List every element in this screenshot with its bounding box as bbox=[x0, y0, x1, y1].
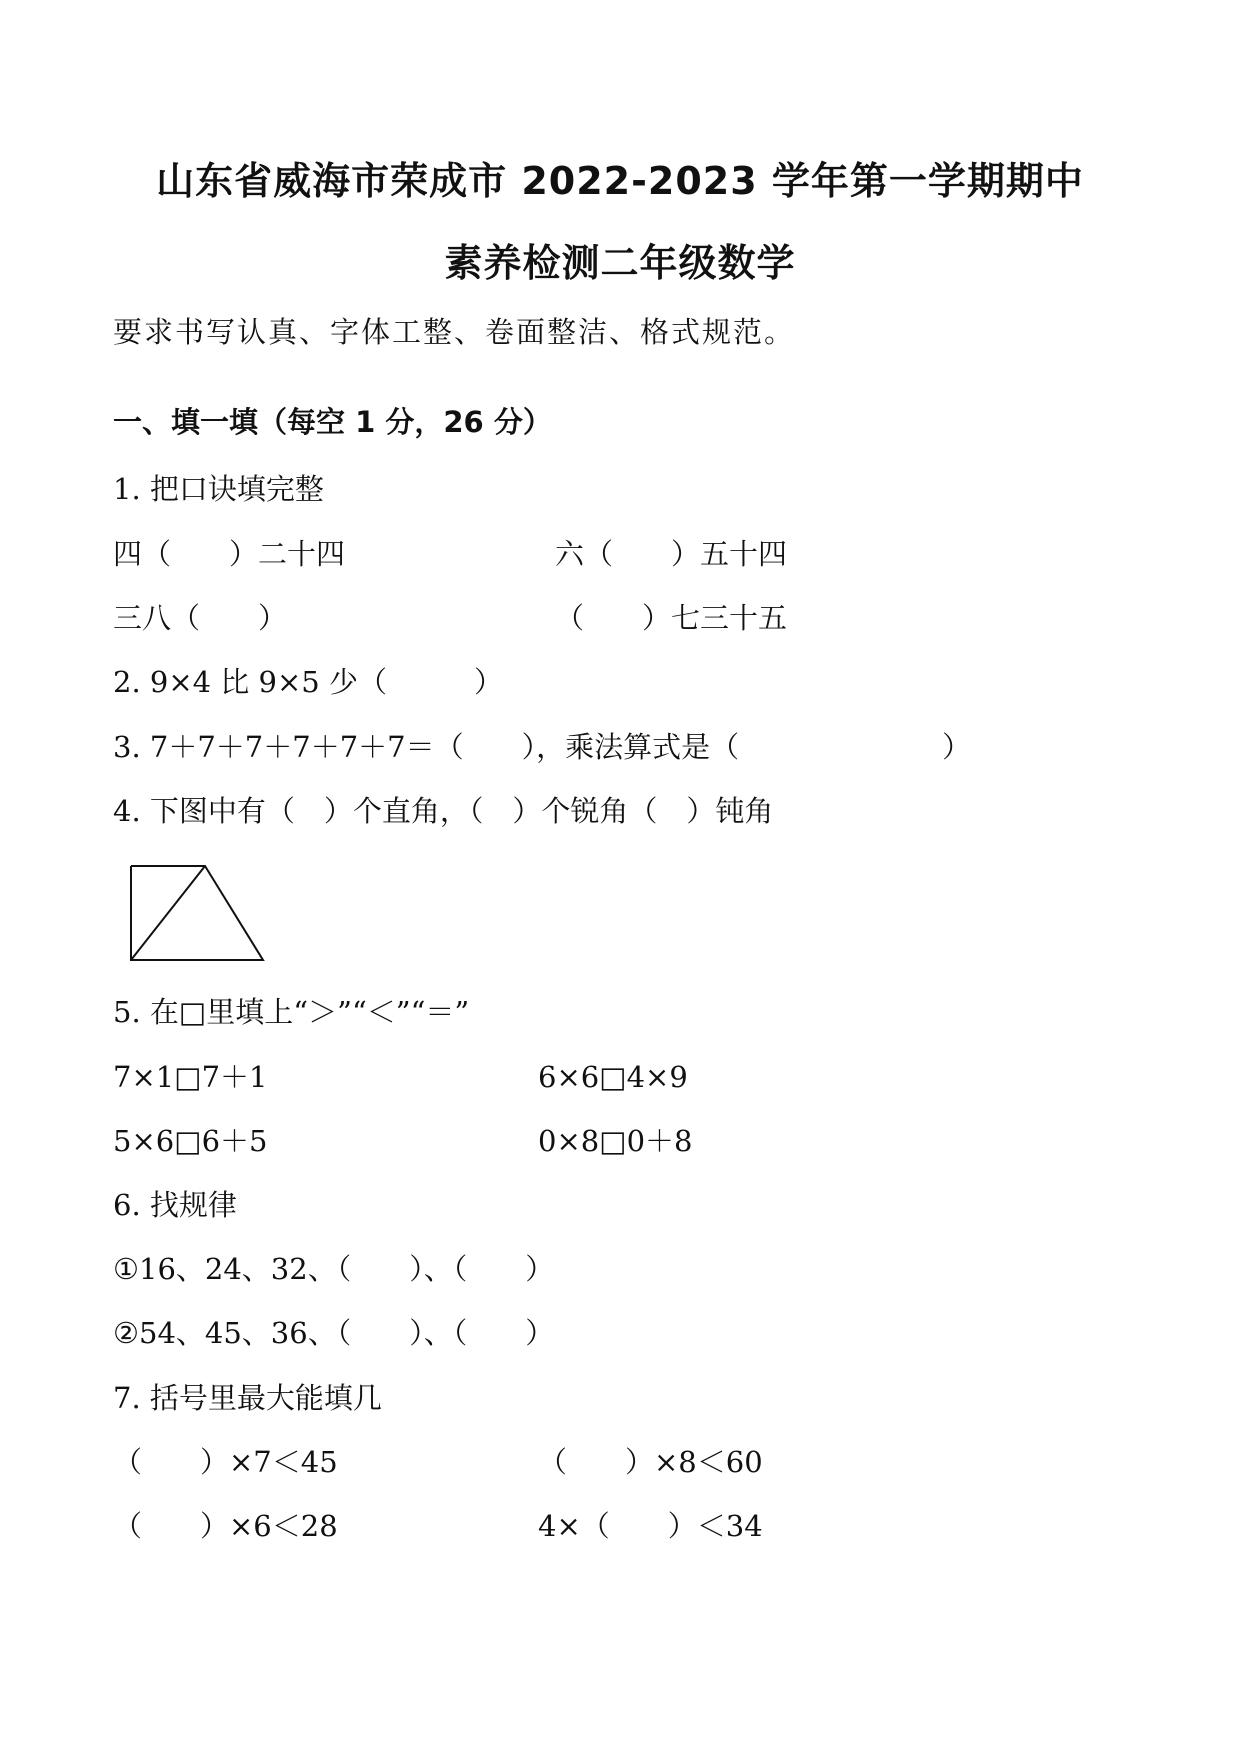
q1-item-d: （ ）七三十五 bbox=[555, 601, 788, 635]
q1-item-a: 四（ ）二十四 bbox=[113, 537, 346, 571]
question-3: 3. 7＋7＋7＋7＋7＋7＝（ ），乘法算式是（ ） bbox=[113, 730, 972, 764]
q1-item-b: 六（ ）五十四 bbox=[555, 537, 788, 571]
q6-item-b: ②54、45、36、（ ）、（ ） bbox=[113, 1316, 555, 1350]
q7-item-b: （ ）×8＜60 bbox=[538, 1445, 763, 1479]
q5-item-b: 6×6□4×9 bbox=[538, 1060, 688, 1094]
trapezoid-shape bbox=[131, 866, 263, 960]
requirement-text: 要求书写认真、字体工整、卷面整洁、格式规范。 bbox=[113, 315, 796, 349]
question-5: 5. 在□里填上“＞”“＜”“＝” bbox=[113, 995, 470, 1029]
q5-item-d: 0×8□0＋8 bbox=[538, 1124, 693, 1158]
question-4: 4. 下图中有（ ）个直角，（ ）个锐角（ ）钝角 bbox=[113, 794, 774, 828]
question-7: 7. 括号里最大能填几 bbox=[113, 1381, 382, 1415]
q7-item-d: 4×（ ）＜34 bbox=[538, 1509, 763, 1543]
title-line-1: 山东省威海市荣成市 2022-2023 学年第一学期期中 bbox=[156, 159, 1084, 203]
q1-item-c: 三八（ ） bbox=[113, 601, 288, 635]
question-2: 2. 9×4 比 9×5 少（ ） bbox=[113, 665, 503, 699]
section-1-heading: 一、填一填（每空 1 分，26 分） bbox=[113, 405, 552, 439]
q7-item-a: （ ）×7＜45 bbox=[113, 1445, 338, 1479]
q5-item-c: 5×6□6＋5 bbox=[113, 1124, 268, 1158]
question-6: 6. 找规律 bbox=[113, 1188, 237, 1222]
diagonal-line bbox=[131, 866, 205, 960]
q5-item-a: 7×1□7＋1 bbox=[113, 1060, 268, 1094]
angle-figure bbox=[125, 860, 275, 970]
question-1: 1. 把口诀填完整 bbox=[113, 472, 324, 506]
title-line-2: 素养检测二年级数学 bbox=[444, 241, 796, 285]
q7-item-c: （ ）×6＜28 bbox=[113, 1509, 338, 1543]
q6-item-a: ①16、24、32、（ ）、（ ） bbox=[113, 1252, 555, 1286]
